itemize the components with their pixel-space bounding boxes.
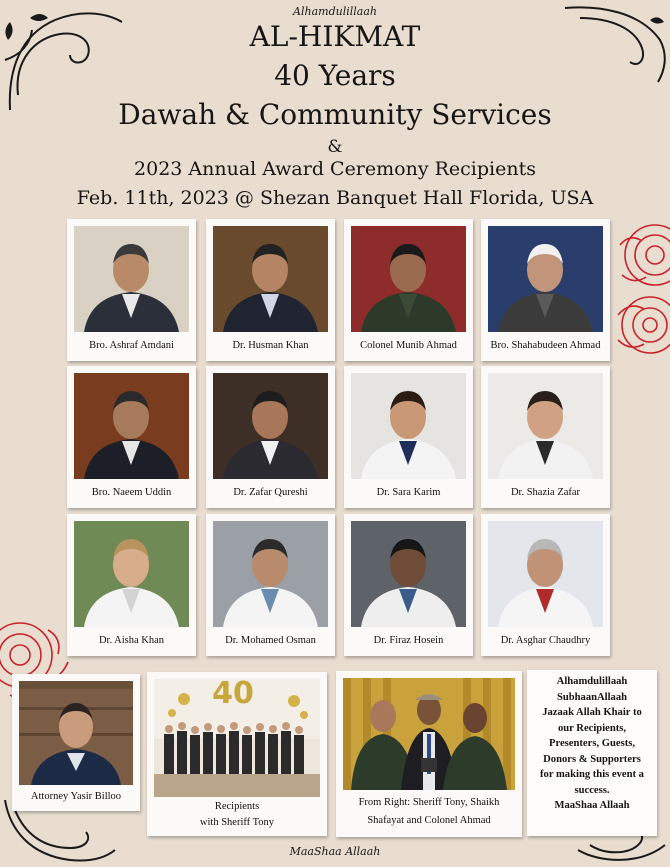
recipient-photo	[351, 521, 466, 627]
recipient-card	[67, 366, 196, 508]
recipient-card	[481, 219, 610, 361]
recipient-name: Dr. Firaz Hosein	[373, 635, 444, 646]
recipient-photo	[351, 226, 466, 332]
thanks-line: Alhamdulillaah	[556, 676, 628, 687]
recipient-photo	[488, 226, 603, 332]
sheriff-photo	[343, 678, 515, 790]
recipient-card	[206, 219, 335, 361]
header-ampersand: &	[327, 137, 343, 157]
recipient-card	[481, 366, 610, 508]
recipient-card	[481, 514, 610, 656]
sheriff-caption-line2: Shafayat and Colonel Ahmad	[367, 815, 491, 826]
floral-pattern-right	[600, 215, 670, 365]
thanks-line: Donors & Supporters	[543, 753, 641, 765]
recipient-photo	[213, 373, 328, 479]
recipient-card	[206, 366, 335, 508]
thanks-line: Presenters, Guests,	[548, 738, 635, 749]
thanks-line: success.	[574, 784, 610, 796]
recipient-photo	[488, 373, 603, 479]
group-caption-line2: with Sheriff Tony	[199, 817, 275, 828]
header-title: AL-HIKMAT	[249, 20, 421, 53]
footer-script-text: MaaShaa Allaah	[289, 845, 381, 858]
recipient-name: Dr. Asghar Chaudhry	[500, 635, 591, 646]
thanks-line: SubhaanAllaah	[556, 691, 628, 703]
group-caption-line1: Recipients	[214, 801, 260, 812]
thanks-line: Jazaak Allah Khair to	[542, 707, 642, 718]
sheriff-photo-card	[336, 671, 522, 837]
recipient-name: Dr. Sara Karim	[376, 487, 441, 498]
recipient-photo	[488, 521, 603, 627]
recipient-card	[67, 514, 196, 656]
recipient-photo	[213, 521, 328, 627]
recipient-card	[344, 366, 473, 508]
recipient-card	[67, 219, 196, 361]
thanks-line: MaaShaa Allaah	[554, 800, 630, 811]
recipient-name: Dr. Shazia Zafar	[510, 487, 581, 498]
recipient-photo	[351, 373, 466, 479]
header-ceremony: 2023 Annual Award Ceremony Recipients	[134, 158, 536, 180]
header-years: 40 Years	[274, 59, 396, 92]
recipient-name: Dr. Mohamed Osman	[225, 635, 316, 646]
attorney-card	[12, 674, 140, 811]
recipient-card	[344, 514, 473, 656]
recipient-photo	[213, 226, 328, 332]
header-script-text: Alhamdulillaah	[293, 5, 377, 18]
recipient-name: Colonel Munib Ahmad	[360, 340, 457, 351]
recipient-name: Dr. Husman Khan	[232, 340, 309, 351]
header-subtitle: Dawah & Community Services	[118, 98, 552, 131]
thanks-line: for making this event a	[540, 769, 644, 780]
header-date-venue: Feb. 11th, 2023 @ Shezan Banquet Hall Florida, USA	[76, 187, 594, 209]
recipient-card	[344, 219, 473, 361]
recipient-card	[206, 514, 335, 656]
recipient-name: Dr. Aisha Khan	[98, 635, 165, 646]
group-photo-card	[147, 672, 327, 836]
thanks-lines	[527, 674, 657, 814]
recipient-photo	[74, 226, 189, 332]
balloon-number: 40	[212, 676, 254, 711]
attorney-caption: Attorney Yasir Billoo	[30, 791, 122, 802]
recipient-name: Bro. Naeem Uddin	[91, 487, 172, 498]
attorney-photo	[19, 681, 133, 785]
thanks-note	[527, 670, 657, 836]
recipient-name: Dr. Zafar Qureshi	[233, 487, 308, 498]
sheriff-caption-line1: From Right: Sheriff Tony, Shaikh	[358, 797, 500, 808]
recipient-photo	[74, 373, 189, 479]
recipient-name: Bro. Shahabudeen Ahmad	[490, 340, 601, 351]
recipient-photo	[74, 521, 189, 627]
recipient-name: Bro. Ashraf Amdani	[89, 340, 174, 351]
thanks-line: our Recipients,	[557, 722, 627, 734]
